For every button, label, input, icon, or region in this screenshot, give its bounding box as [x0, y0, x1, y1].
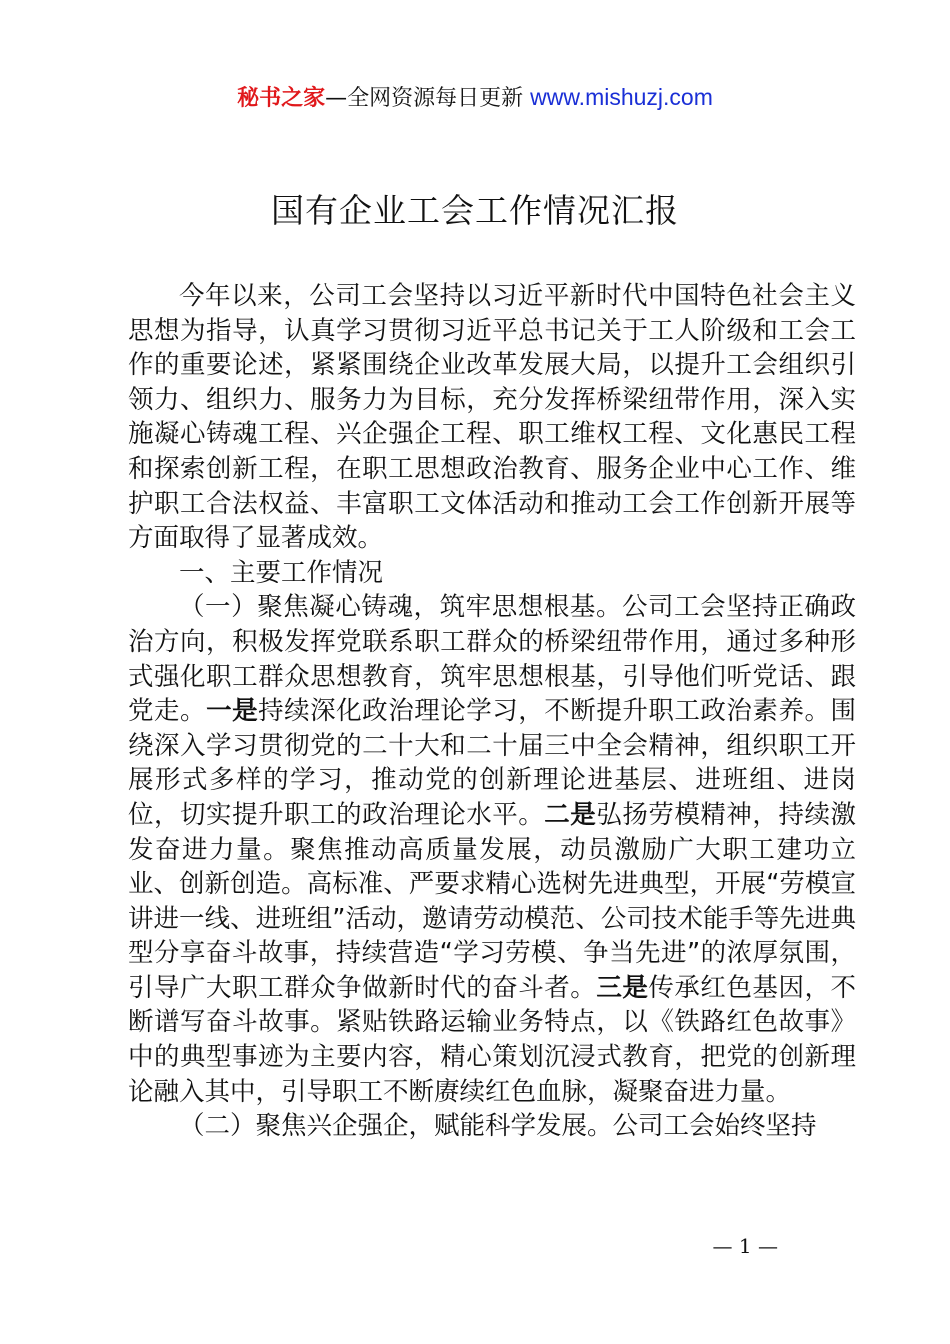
document-body: [128, 279, 856, 1144]
point-1-label: 一是: [206, 696, 259, 727]
point-2-label: 二是: [544, 799, 597, 830]
point-3-label: 三是: [596, 972, 649, 1003]
site-url-link[interactable]: www.mishuzj.com: [530, 84, 713, 110]
subsection-1-paragraph: [128, 590, 856, 1109]
subsection-2-text: 公司工会始终坚持: [612, 1111, 817, 1142]
point-1-text: 持续深化政治理论学习，不断提升职工政治素养。围绕深入学习贯彻党的二十大和二十届三中全会精神，组织职工开展形式多样的学习，推动党的创新理论进基层、进班组、进岗位，切实提升职工的政治理论水平。: [128, 696, 856, 830]
subsection-2-paragraph: [128, 1109, 856, 1144]
point-3-text: 传承红色基因，不断谱写奋斗故事。紧贴铁路运输业务特点，以《铁路红色故事》中的典型事迹为主要内容，精心策划沉浸式教育，把党的创新理论融入其中，引导职工不断赓续红色血脉，凝聚奋进力量。: [128, 972, 856, 1107]
site-header: [0, 80, 950, 116]
site-brand: 秘书之家: [237, 86, 326, 111]
subsection-2-heading: （二）聚焦兴企强企，赋能科学发展。: [179, 1111, 613, 1142]
intro-paragraph: 今年以来，公司工会坚持以习近平新时代中国特色社会主义思想为指导，认真学习贯彻习近平总书记关于工人阶级和工会工作的重要论述，紧紧围绕企业改革发展大局，以提升工会组织引领力、组织力、服务力为目标，充分发挥桥梁纽带作用，深入实施凝心铸魂工程、兴企强企工程、职工维权工程、文化惠民工程和探索创新工程，在职工思想政治教育、服务企业中心工作、维护职工合法权益、丰富职工文体活动和推动工会工作创新开展等方面取得了显著成效。: [128, 281, 856, 554]
site-tagline: —全网资源每日更新: [325, 86, 531, 111]
point-2-text: 弘扬劳模精神，持续激发奋进力量。聚焦推动高质量发展，动员激励广大职工建功立业、创新创造。高标准、严要求精心选树先进典型，开展“劳模宣讲进一线、进班组”活动，邀请劳动模范、公司技术能手等先进典型分享奋斗故事，持续营造“学习劳模、争当先进”的浓厚氛围，引导广大职工群众争做新时代的奋斗者。: [128, 799, 856, 1003]
subsection-1-text-a: 公司工会坚持正确政治方向，积极发挥党联系职工群众的桥梁纽带作用，通过多种形式强化职工群众思想教育，筑牢思想根基，引导他们听党话、跟党走。: [128, 592, 856, 727]
section-heading-1: 一、主要工作情况: [179, 557, 384, 588]
page-number: — 1 —: [712, 1234, 778, 1258]
document-title: 国有企业工会工作情况汇报: [271, 191, 679, 230]
subsection-1-heading: （一）聚焦凝心铸魂，筑牢思想根基。: [179, 592, 622, 623]
